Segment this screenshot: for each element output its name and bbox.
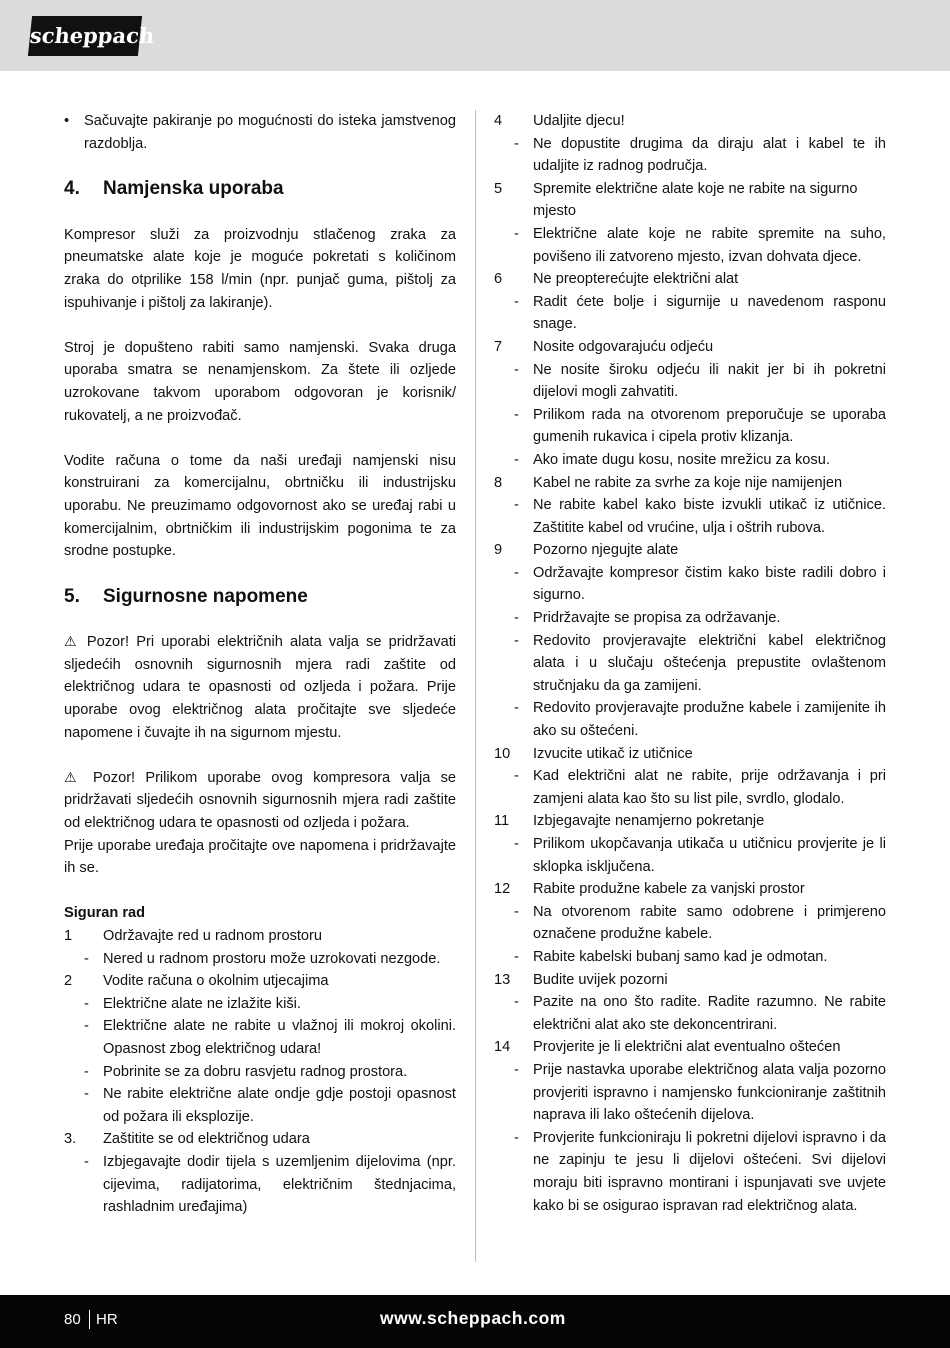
- column-divider: [475, 110, 476, 1262]
- section-4-paragraph: Stroj je dopušteno rabiti samo namjenski. Svaka druga uporaba smatra se nenamjenskom. Za štete ili ozljede uzrokovane takvom uporabom odgovoran je korisnik/ rukovatelj, a ne proizvođač.: [64, 339, 456, 424]
- item-title: Rabite produžne kabele za vanjski prostor: [533, 881, 805, 898]
- item-number: 13: [494, 971, 511, 988]
- warning-paragraph: ⚠ Pozor! Pri uporabi električnih alata valja se pridržavati sljedećih osnovnih sigurnosnih mjera radi zaštite od električnog udara te opasnosti od ozljeda i požara. Prije uporabe ovog električnog alata pročitajte sve sljedeće napomene i čuvajte ih na sigurnom mjestu.: [64, 634, 456, 741]
- sub-item: [494, 833, 886, 878]
- sub-item-text: Ne rabite električne alate ondje gdje postoji opasnost od požara ili eksplozije.: [103, 1086, 456, 1125]
- sub-item-text: Redovito provjeravajte produžne kabele i zamijenite ih ako su oštećeni.: [533, 700, 886, 740]
- dash-icon: -: [84, 950, 89, 967]
- sub-item-text: Održavajte kompresor čistim kako biste radili dobro i sigurno.: [533, 564, 886, 604]
- item-number: 2: [64, 973, 73, 990]
- list-item: [64, 1128, 456, 1151]
- item-title: Kabel ne rabite za svrhe za koje nije namijenjen: [533, 474, 843, 491]
- sub-item-text: Rabite kabelski bubanj samo kad je odmotan.: [533, 948, 828, 965]
- page-number: 80: [64, 1311, 81, 1328]
- sub-item-text: Redovito provjeravajte električni kabel električnog alata i u slučaju oštećenja prepustite ovlaštenom stručnjaku da ga zamijeni.: [533, 632, 886, 694]
- list-item: [494, 1036, 886, 1059]
- sub-item: [494, 765, 886, 810]
- item-title: Zaštitite se od električnog udara: [103, 1131, 310, 1148]
- dash-icon: -: [514, 564, 519, 581]
- list-item: [494, 743, 886, 766]
- list-item: [494, 472, 886, 495]
- item-title: Budite uvijek pozorni: [533, 971, 668, 988]
- dash-icon: -: [514, 1129, 519, 1146]
- language-code: HR: [96, 1311, 118, 1328]
- sub-item: [494, 223, 886, 268]
- dash-icon: -: [514, 451, 519, 468]
- sub-item-text: Ne dopustite drugima da diraju alat i kabel te ih udaljite iz radnog područja.: [533, 135, 886, 175]
- sub-item: [494, 607, 886, 630]
- item-number: 6: [494, 271, 503, 288]
- list-item: [494, 969, 886, 992]
- dash-icon: -: [514, 225, 519, 242]
- item-title: Izbjegavajte nenamjerno pokretanje: [533, 813, 765, 830]
- sub-item-text: Provjerite funkcioniraju li pokretni dijelovi ispravno i da ne zapinju te jesu li dijelovi oštećeni. Svi dijelovi moraju biti ispravno montirani i ispunjavati sve uvjete kako bi se osigurao ispravan rad električnog alata.: [533, 1129, 886, 1214]
- sub-item-text: Radit ćete bolje i sigurnije u navedenom rasponu snage.: [533, 293, 886, 333]
- item-title: Pozorno njegujte alate: [533, 542, 679, 559]
- sub-item-text: Pridržavajte se propisa za održavanje.: [533, 610, 781, 627]
- item-title: Nosite odgovarajuću odjeću: [533, 338, 714, 355]
- sub-item: [494, 562, 886, 607]
- sub-item: [64, 948, 456, 971]
- sub-item-text: Prilikom ukopčavanja utikača u utičnicu provjerite je li sklopka isključena.: [533, 836, 886, 875]
- item-title: Spremite električne alate koje ne rabite na sigurno mjesto: [533, 180, 858, 220]
- instruction-paragraph: Prije uporabe uređaja pročitajte ove napomena i pridržavajte ih se.: [64, 837, 456, 877]
- dash-icon: -: [514, 632, 519, 649]
- dash-icon: -: [514, 497, 519, 514]
- sub-item: [494, 991, 886, 1036]
- sub-item: [64, 1083, 456, 1128]
- sub-item-text: Električne alate ne izlažite kiši.: [103, 995, 301, 1012]
- bullet-icon: •: [64, 113, 70, 129]
- section-4-paragraph: Kompresor služi za proizvodnju stlačenog zraka za pneumatske alate koje je moguće pokretati s količinom zraka do otprilike 158 l/min (npr. punjač guma, pištolj za ispuhivanje i pištolj za lakiranje).: [64, 226, 456, 311]
- sub-item: [494, 630, 886, 698]
- safety-list: [64, 925, 456, 1219]
- dash-icon: -: [514, 610, 519, 627]
- item-number: 8: [494, 474, 503, 491]
- sub-item: [494, 1127, 886, 1217]
- sub-item-text: Ne nosite široku odjeću ili nakit jer bi ih pokretni dijelovi mogli zahvatiti.: [533, 361, 886, 401]
- sub-item: [494, 1059, 886, 1127]
- sub-item: [64, 1015, 456, 1060]
- sub-item-text: Ne rabite kabel kako biste izvukli utikač iz utičnice. Zaštitite kabel od vrućine, ulja i oštrih rubova.: [533, 497, 886, 536]
- item-number: 7: [494, 338, 503, 355]
- item-title: Vodite računa o okolnim utjecajima: [103, 973, 329, 990]
- intro-bullet: • Sačuvajte pakiranje po mogućnosti do isteka jamstvenog razdoblja.: [64, 110, 456, 155]
- dash-icon: -: [514, 1061, 519, 1078]
- dash-icon: -: [84, 1153, 89, 1170]
- sub-item-text: Prije nastavka uporabe električnog alata valja pozorno provjeriti ispravno i namjensko funkcioniranje zaštitnih naprava ili lako oštećenih dijelova.: [533, 1061, 886, 1124]
- dash-icon: -: [514, 135, 519, 152]
- list-item: [494, 539, 886, 562]
- sub-item-text: Ako imate dugu kosu, nosite mrežicu za kosu.: [533, 451, 830, 468]
- dash-icon: -: [514, 903, 519, 920]
- brand-logo: scheppach: [28, 16, 142, 56]
- dash-icon: -: [514, 406, 519, 423]
- warning-icon: ⚠: [64, 769, 83, 786]
- safety-list: [494, 110, 886, 1217]
- item-title: Udaljite djecu!: [533, 113, 625, 129]
- sub-item-text: Kad električni alat ne rabite, prije održavanja i pri zamjeni alata kao što su list pile, svrdlo, glodalo.: [533, 768, 886, 807]
- item-number: 12: [494, 881, 511, 898]
- warning-paragraph: ⚠ Pozor! Prilikom uporabe ovog kompresora valja se pridržavati sljedećih osnovnih sigurnosnih mjera radi zaštite od električnog udara te opasnosti od ozljeda i požara.: [64, 769, 456, 832]
- dash-icon: -: [84, 1086, 89, 1103]
- sub-item: [494, 494, 886, 539]
- sub-item: [64, 993, 456, 1016]
- warning-icon: ⚠: [64, 634, 80, 651]
- item-number: 9: [494, 542, 503, 559]
- dash-icon: -: [514, 948, 519, 965]
- right-column: [494, 110, 886, 1217]
- item-number: 4: [494, 113, 503, 129]
- sub-item: [64, 1061, 456, 1084]
- sub-item: [494, 133, 886, 178]
- sub-item: [494, 359, 886, 404]
- item-number: 14: [494, 1039, 511, 1056]
- item-title: Održavajte red u radnom prostoru: [103, 928, 323, 944]
- header-band: [0, 0, 950, 71]
- subheading: Siguran rad: [64, 905, 146, 922]
- dash-icon: -: [514, 768, 519, 785]
- item-number: 1: [64, 928, 73, 944]
- sub-item-text: Prilikom rada na otvorenom preporučuje se uporaba gumenih rukavica i cipela protiv klizanja.: [533, 406, 886, 446]
- website-link[interactable]: www.scheppach.com: [380, 1308, 566, 1328]
- sub-item-text: Električne alate koje ne rabite spremite na suho, povišeno ili zatvoreno mjesto, izvan dohvata djece.: [533, 225, 886, 265]
- sub-item-text: Nered u radnom prostoru može uzrokovati nezgode.: [103, 950, 441, 967]
- list-item: [494, 810, 886, 833]
- list-item: [494, 110, 886, 133]
- sub-item: [494, 449, 886, 472]
- section-4-heading: 4. Namjenska uporaba: [64, 178, 284, 200]
- sub-item: [494, 946, 886, 969]
- dash-icon: -: [514, 994, 519, 1011]
- item-title: Izvucite utikač iz utičnice: [533, 745, 693, 762]
- sub-item-text: Pazite na ono što radite. Radite razumno. Ne rabite električni alat ako ste dekoncentrirani.: [533, 994, 886, 1033]
- footer: [0, 1295, 950, 1348]
- list-item: [494, 878, 886, 901]
- section-4-paragraph: Vodite računa o tome da naši uređaji namjenski nisu konstruirani za komercijalnu, obrtničku ili industrijsku uporabu. Ne preuzimamo odgovornost ako se uređaj rabi u komercijalnim, obrtničkim ili industrijskim pogonima te za srodne postupke.: [64, 452, 456, 560]
- sub-item: [494, 291, 886, 336]
- sub-item-text: Izbjegavajte dodir tijela s uzemljenim dijelovima (npr. cijevima, radijatorima, električnim štednjacima, rashladnim uređajima): [103, 1153, 456, 1216]
- page-separator: [89, 1310, 90, 1329]
- dash-icon: -: [514, 836, 519, 852]
- item-number: 3.: [64, 1131, 77, 1148]
- list-item: [494, 336, 886, 359]
- item-title: Ne preopterećujte električni alat: [533, 271, 739, 288]
- sub-item: [494, 404, 886, 449]
- dash-icon: -: [84, 1063, 89, 1080]
- left-column: [64, 110, 456, 1219]
- sub-item-text: Pobrinite se za dobru rasvjetu radnog prostora.: [103, 1063, 408, 1080]
- sub-item: [64, 1151, 456, 1219]
- list-item: [494, 178, 886, 223]
- item-number: 11: [494, 813, 510, 830]
- dash-icon: -: [84, 1018, 89, 1035]
- list-item: [494, 268, 886, 291]
- sub-item: [494, 697, 886, 742]
- dash-icon: -: [84, 995, 89, 1012]
- dash-icon: -: [514, 700, 519, 717]
- item-number: 5: [494, 180, 503, 197]
- section-5-heading: 5. Sigurnosne napomene: [64, 585, 308, 607]
- list-item: [64, 925, 456, 948]
- sub-item-text: Električne alate ne rabite u vlažnoj ili mokroj okolini. Opasnost zbog električnog udara!: [103, 1018, 456, 1057]
- sub-item-text: Na otvorenom rabite samo odobrene i primjereno označene produžne kabele.: [533, 903, 886, 943]
- item-title: Provjerite je li električni alat eventualno oštećen: [533, 1039, 841, 1056]
- dash-icon: -: [514, 293, 519, 310]
- dash-icon: -: [514, 361, 519, 378]
- item-number: 10: [494, 745, 511, 762]
- list-item: [64, 970, 456, 993]
- sub-item: [494, 901, 886, 946]
